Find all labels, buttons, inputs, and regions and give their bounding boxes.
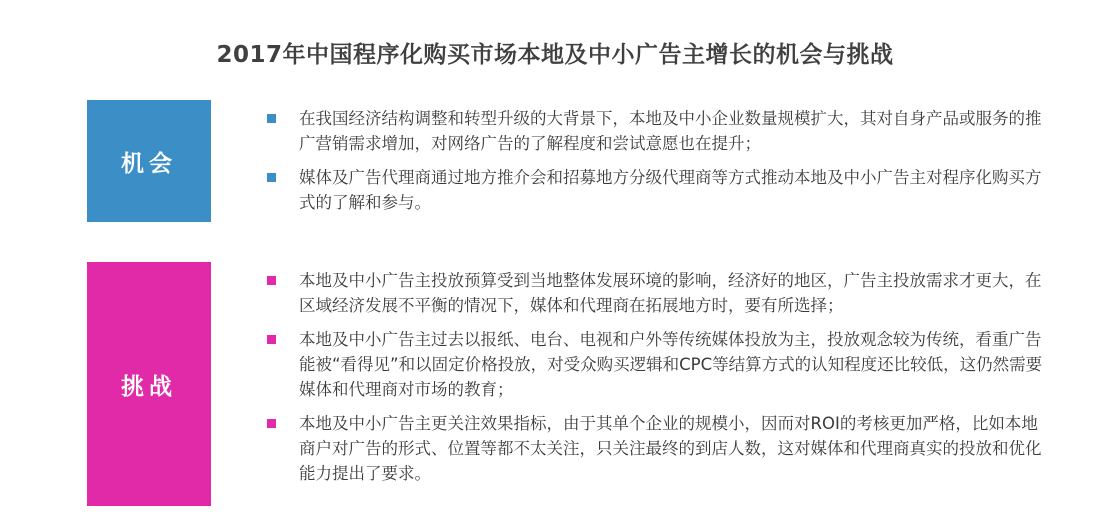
square-bullet-icon	[267, 276, 276, 285]
square-bullet-icon	[267, 173, 276, 182]
opportunity-label-block	[87, 100, 211, 222]
challenge-item-text: 本地及中小广告主投放预算受到当地整体发展环境的影响，经济好的地区，广告主投放需求才更大，在区域经济发展不平衡的情况下，媒体和代理商在拓展地方时，要有所选择；	[299, 271, 1042, 315]
challenge-item-text: 本地及中小广告主过去以报纸、电台、电视和户外等传统媒体投放为主，投放观念较为传统，看重广告能被“看得见”和以固定价格投放，对受众购买逻辑和CPC等结算方式的认知程度还比较低，这仍然需要媒体和代理商对市场的教育；	[299, 330, 1043, 399]
opportunity-list	[263, 106, 1043, 224]
page-title: 2017年中国程序化购买市场本地及中小广告主增长的机会与挑战	[216, 42, 894, 68]
challenge-label: 挑战	[121, 373, 177, 400]
challenge-item	[263, 327, 1043, 402]
challenge-item	[263, 268, 1043, 318]
opportunity-item	[263, 165, 1043, 215]
challenge-item-text: 本地及中小广告主更关注效果指标，由于其单个企业的规模小，因而对ROI的考核更加严格，比如本地商户对广告的形式、位置等都不太关注，只关注最终的到店人数，这对媒体和代理商真实的投放和优化能力提出了要求。	[299, 414, 1042, 483]
square-bullet-icon	[267, 335, 276, 344]
opportunity-item-text: 媒体及广告代理商通过地方推介会和招募地方分级代理商等方式推动本地及中小广告主对程序化购买方式的了解和参与。	[299, 168, 1042, 212]
challenge-list	[263, 268, 1043, 495]
opportunity-label: 机会	[121, 150, 177, 177]
square-bullet-icon	[267, 419, 276, 428]
opportunity-item-text: 在我国经济结构调整和转型升级的大背景下，本地及中小企业数量规模扩大，其对自身产品或服务的推广营销需求增加，对网络广告的了解程度和尝试意愿也在提升；	[299, 109, 1042, 153]
challenge-item	[263, 411, 1043, 486]
opportunity-item	[263, 106, 1043, 156]
challenge-label-block	[87, 262, 211, 506]
square-bullet-icon	[267, 114, 276, 123]
